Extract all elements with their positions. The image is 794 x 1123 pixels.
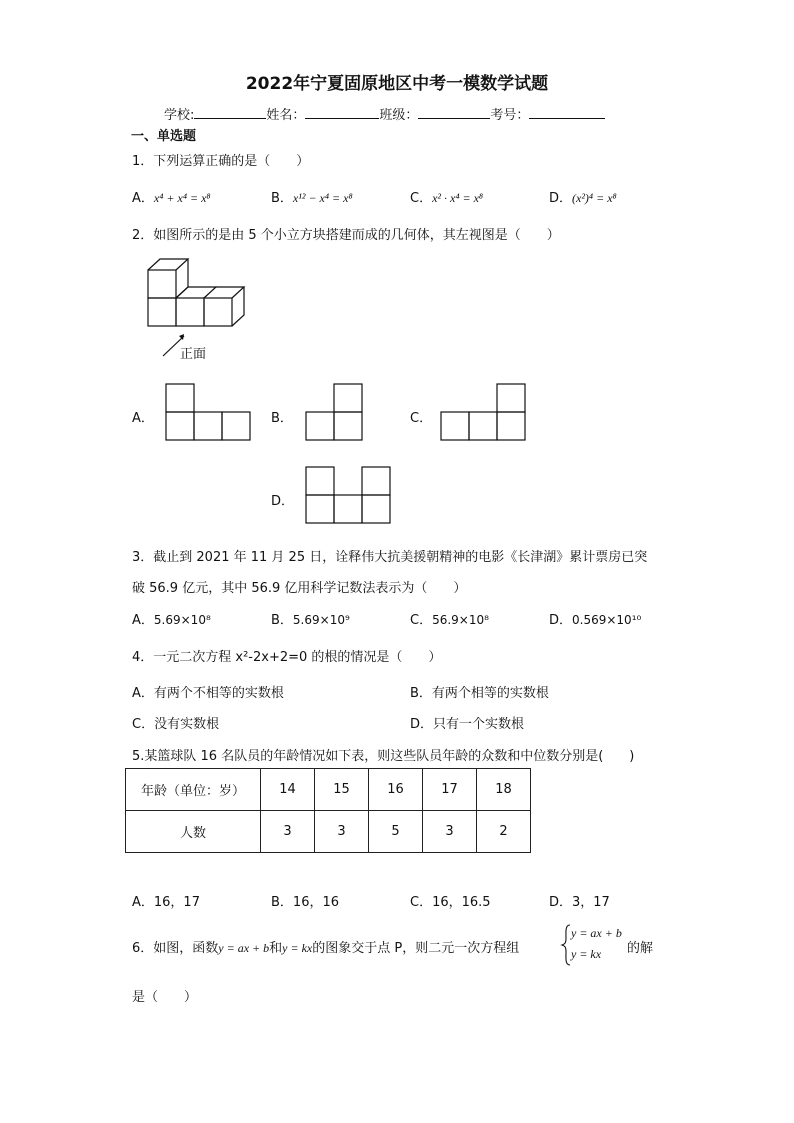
q3-option-b[interactable] [271,609,350,628]
examno-blank[interactable] [529,106,605,119]
q3-d-text: 0.569×10¹⁰ [572,613,642,627]
q1-stem: 1．下列运算正确的是（ ） [132,154,310,169]
q2-c-label[interactable]: C． [410,411,433,426]
table-header-label: 年龄（单位：岁） [126,769,261,811]
q6-function-2: y = kx [282,941,313,955]
q3-stem-line1: 3．截止到 2021 年 11 月 25 日，诠释伟大抗美援朝精神的电影《长津湖》累计票房已突 [132,550,648,565]
table-cell: 14 [261,769,315,811]
q5-option-a[interactable]: A．16，17 [132,895,200,910]
table-cell: 17 [423,769,477,811]
q3-a-label: A． [132,613,154,628]
examno-label: 考号： [490,108,530,123]
q3-b-label: B． [271,613,293,628]
q1-d-text: (x²)⁴ = x⁸ [572,191,617,205]
q6-system-eq1: y = ax + b [571,926,622,940]
q6-stem-mid: 的图象交于点 P，则二元一次方程组 [312,941,520,956]
q2-option-a-view [166,384,250,440]
table-cell: 5 [369,811,423,853]
q2-a-label[interactable]: A． [132,411,154,426]
q6-stem-line2: 是（ ） [132,990,198,1005]
q5-age-table [125,768,531,853]
name-label: 姓名： [266,108,306,123]
class-blank[interactable] [418,106,490,119]
q3-d-label: D． [549,613,573,628]
class-label: 班级： [379,108,419,123]
q6-system-eq2: y = kx [571,947,602,961]
q3-c-label: C． [410,613,433,628]
table-cell: 3 [261,811,315,853]
table-cell: 2 [477,811,531,853]
q3-b-text: 5.69×10⁹ [292,613,350,627]
q6-and: 和 [269,941,283,956]
q1-d-label: D． [549,191,573,206]
table-cell: 18 [477,769,531,811]
q1-c-label: C． [410,191,433,206]
q2-d-label[interactable]: D． [271,494,295,509]
q3-stem-line2: 破 56.9 亿元，其中 56.9 亿用科学记数法表示为（ ） [132,581,467,596]
q1-a-label: A． [132,191,154,206]
q1-a-text: x⁴ + x⁴ = x⁸ [153,191,211,205]
q1-option-d[interactable] [549,187,617,206]
q1-b-label: B． [271,191,293,206]
q6-stem-pre: 6．如图，函数 [132,941,219,956]
table-row-label: 人数 [126,811,261,853]
q1-c-text: x² · x⁴ = x⁸ [432,191,484,205]
q2-option-d-view [306,467,390,523]
q3-option-c[interactable] [410,609,489,628]
q4-option-d[interactable]: D．只有一个实数根 [410,717,525,732]
q4-option-a[interactable]: A．有两个不相等的实数根 [132,686,284,701]
q5-option-d[interactable]: D．3，17 [549,895,610,910]
q2-cube-figure [140,256,260,356]
table-cell: 15 [315,769,369,811]
q5-option-c[interactable]: C．16，16.5 [410,895,491,910]
name-blank[interactable] [305,106,379,119]
q6-brace-icon [561,924,571,966]
q5-stem: 5.某篮球队 16 名队员的年龄情况如下表，则这些队员年龄的众数和中位数分别是( ) [132,749,635,764]
q1-option-c[interactable] [410,187,483,206]
q5-option-b[interactable]: B．16，16 [271,895,340,910]
q1-option-b[interactable] [271,187,353,206]
q1-option-a[interactable] [132,187,211,206]
table-cell: 3 [315,811,369,853]
q2-front-label: 正面 [180,347,207,362]
q2-option-c-view [441,384,525,440]
q3-c-text: 56.9×10⁸ [432,613,489,627]
table-row [126,769,531,811]
q2-stem: 2．如图所示的是由 5 个小立方块搭建而成的几何体，其左视图是（ ） [132,228,560,243]
q3-a-text: 5.69×10⁸ [153,613,211,627]
q6-stem-post: 的解 [627,941,654,956]
table-row [126,811,531,853]
school-label: 学校: [164,108,195,123]
q2-option-b-view [306,384,362,440]
q6-stem-line1 [132,937,519,956]
page-title: 2022年宁夏固原地区中考一模数学试题 [245,74,549,94]
q4-option-c[interactable]: C．没有实数根 [132,717,220,732]
table-cell: 16 [369,769,423,811]
student-info-line [164,104,605,123]
q3-option-d[interactable] [549,609,641,628]
q1-b-text: x¹² − x⁴ = x⁸ [292,191,353,205]
q4-stem: 4．一元二次方程 x²-2x+2=0 的根的情况是（ ） [132,650,442,665]
school-blank[interactable] [194,106,266,119]
table-cell: 3 [423,811,477,853]
section-heading: 一、单选题 [131,129,197,144]
q6-function-1: y = ax + b [218,941,270,955]
q2-b-label[interactable]: B． [271,411,293,426]
q4-option-b[interactable]: B．有两个相等的实数根 [410,686,549,701]
q3-option-a[interactable] [132,609,211,628]
